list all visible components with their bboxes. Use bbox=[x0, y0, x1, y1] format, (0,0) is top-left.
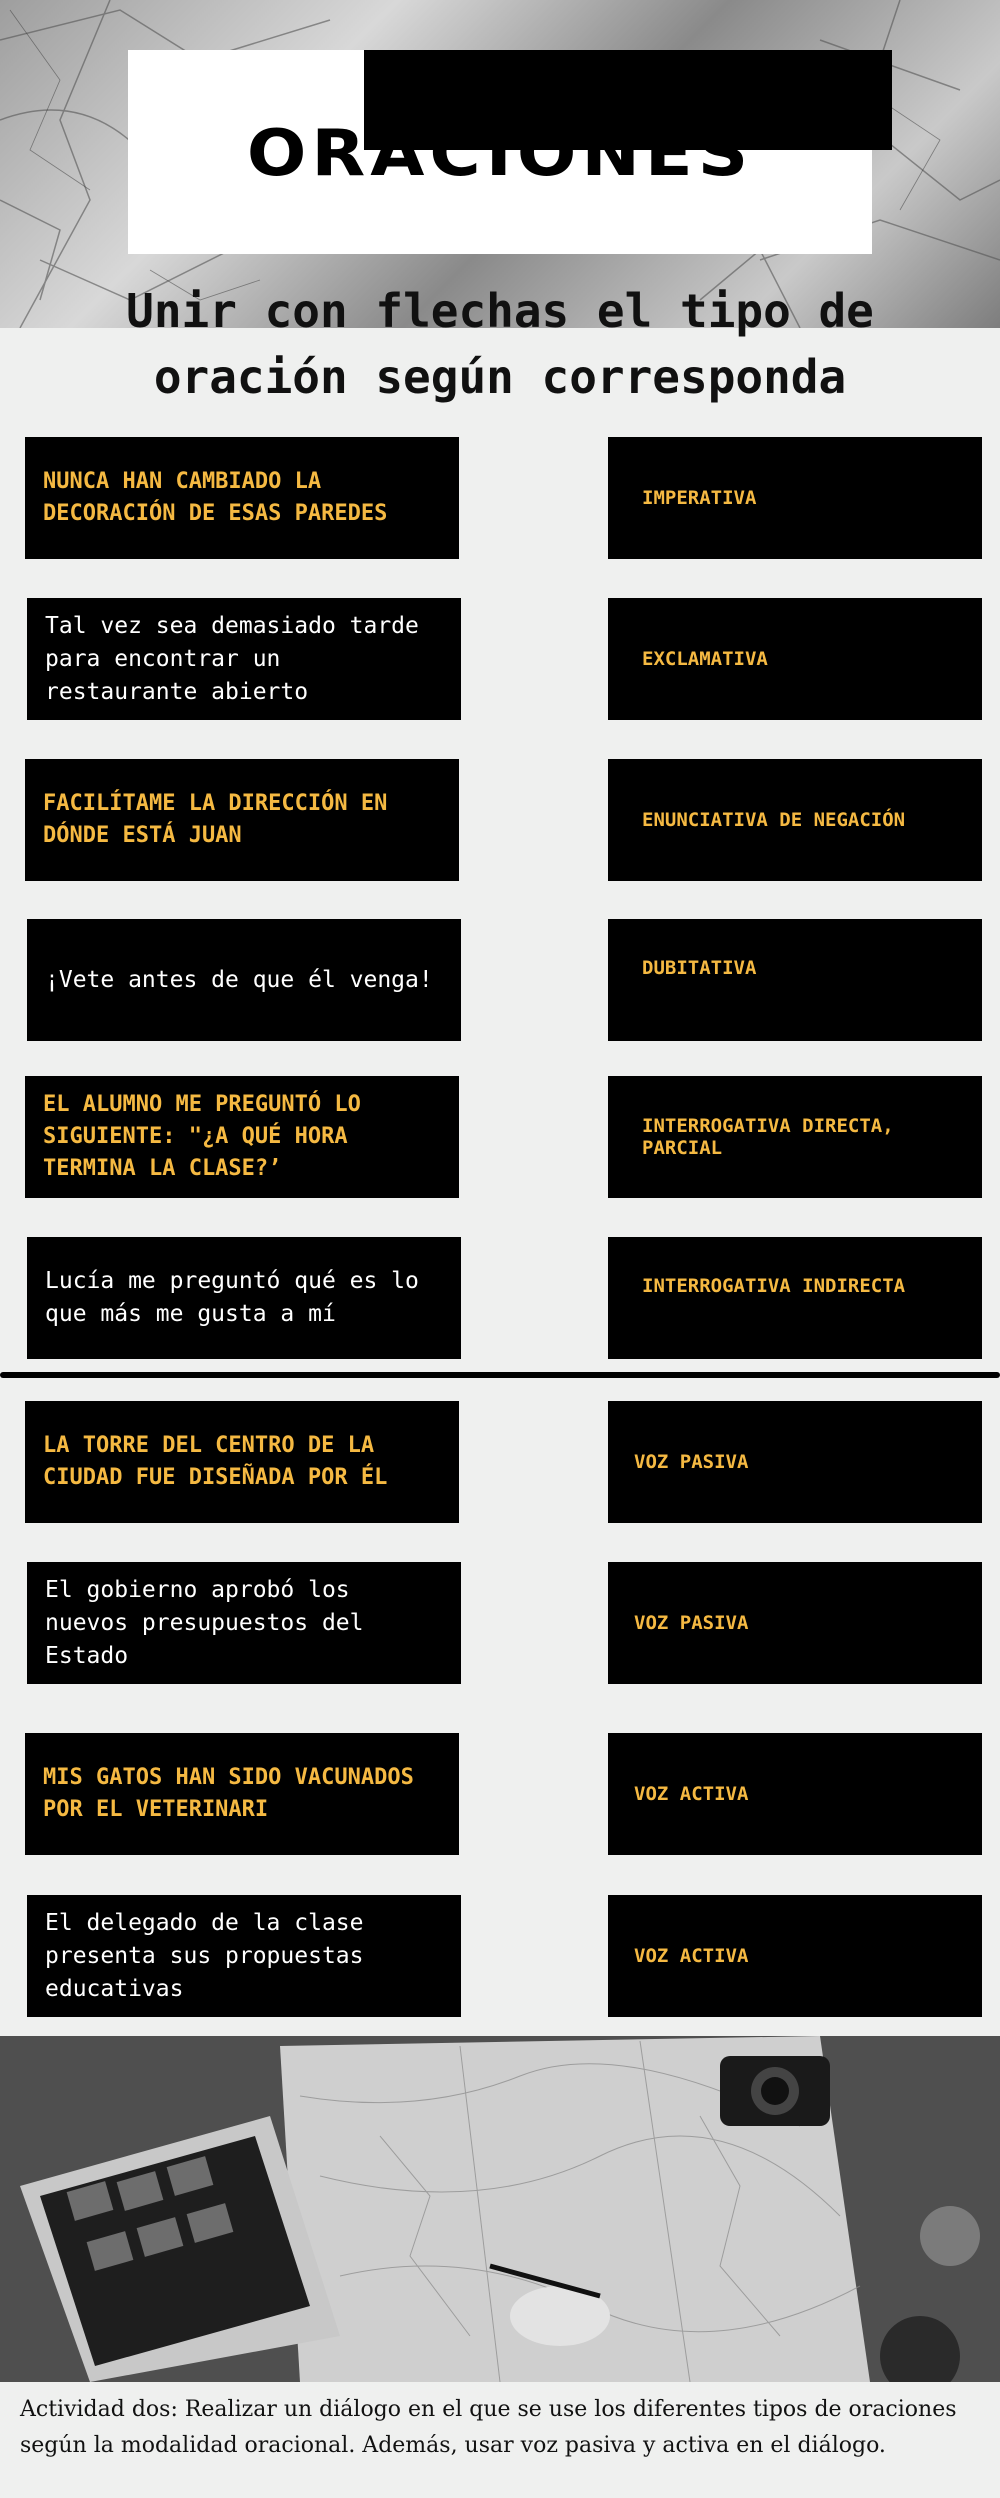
voice-card bbox=[608, 1733, 982, 1855]
voice-label: VOZ ACTIVA bbox=[634, 1945, 749, 1967]
type-label: ENUNCIATIVA DE NEGACIÓN bbox=[642, 809, 906, 831]
sentence-card bbox=[25, 1733, 459, 1855]
sentence-text: FACILÍTAME LA DIRECCIÓN EN DÓNDE ESTÁ JUAN bbox=[43, 791, 388, 848]
subtitle-line-2: oración según corresponda bbox=[153, 350, 847, 404]
activity-instructions bbox=[20, 2392, 980, 2464]
sentence-text: Tal vez sea demasiado tarde para encontrar un restaurante abierto bbox=[45, 612, 419, 705]
voice-card bbox=[608, 1895, 982, 2017]
sentence-card bbox=[25, 759, 459, 881]
type-card bbox=[608, 1237, 982, 1359]
sentence-card bbox=[27, 598, 461, 720]
sentence-text: LA TORRE DEL CENTRO DE LA CIUDAD FUE DISEÑADA POR ÉL bbox=[43, 1433, 388, 1490]
type-card bbox=[608, 437, 982, 559]
voice-label: VOZ PASIVA bbox=[634, 1612, 749, 1634]
sentence-text: El delegado de la clase presenta sus propuestas educativas bbox=[45, 1909, 364, 2002]
type-label: INTERROGATIVA DIRECTA, PARCIAL bbox=[642, 1115, 894, 1159]
sentence-card bbox=[25, 1401, 459, 1523]
type-label: DUBITATIVA bbox=[642, 957, 757, 979]
sentence-card bbox=[25, 437, 459, 559]
voice-label: VOZ PASIVA bbox=[634, 1451, 749, 1473]
activity-line-1: Actividad dos: Realizar un diálogo en el que se use los diferentes tipos de oraciones bbox=[20, 2397, 957, 2422]
type-label: EXCLAMATIVA bbox=[642, 648, 768, 670]
footer-photo bbox=[0, 2036, 1000, 2382]
type-label: IMPERATIVA bbox=[642, 487, 757, 509]
type-card bbox=[608, 759, 982, 881]
section-divider bbox=[0, 1372, 1000, 1378]
sentence-card bbox=[27, 1562, 461, 1684]
sentence-text: ¡Vete antes de que él venga! bbox=[45, 966, 433, 993]
voice-label: VOZ ACTIVA bbox=[634, 1783, 749, 1805]
type-card bbox=[608, 919, 982, 1041]
voice-card bbox=[608, 1562, 982, 1684]
activity-line-2: según la modalidad oracional. Además, usar voz pasiva y activa en el diálogo. bbox=[20, 2433, 886, 2458]
sentence-text: EL ALUMNO ME PREGUNTÓ LO SIGUIENTE: "¿A QUÉ HORA TERMINA LA CLASE?’ bbox=[43, 1092, 361, 1181]
type-label: INTERROGATIVA INDIRECTA bbox=[642, 1275, 906, 1297]
sentence-text: MIS GATOS HAN SIDO VACUNADOS POR EL VETERINARI bbox=[43, 1765, 414, 1822]
voice-card bbox=[608, 1401, 982, 1523]
type-card bbox=[608, 598, 982, 720]
page-subtitle bbox=[60, 278, 940, 410]
sentence-card bbox=[27, 919, 461, 1041]
subtitle-line-1: Unir con flechas el tipo de bbox=[126, 284, 874, 338]
type-card bbox=[608, 1076, 982, 1198]
sentence-text: El gobierno aprobó los nuevos presupuestos del Estado bbox=[45, 1576, 364, 1669]
page-title: ORACIONES bbox=[246, 115, 754, 191]
sentence-card bbox=[25, 1076, 459, 1198]
sentence-text: Lucía me preguntó qué es lo que más me gusta a mí bbox=[45, 1268, 419, 1327]
sentence-text: NUNCA HAN CAMBIADO LA DECORACIÓN DE ESAS PAREDES bbox=[43, 469, 388, 526]
sentence-card bbox=[27, 1895, 461, 2017]
sentence-card bbox=[27, 1237, 461, 1359]
